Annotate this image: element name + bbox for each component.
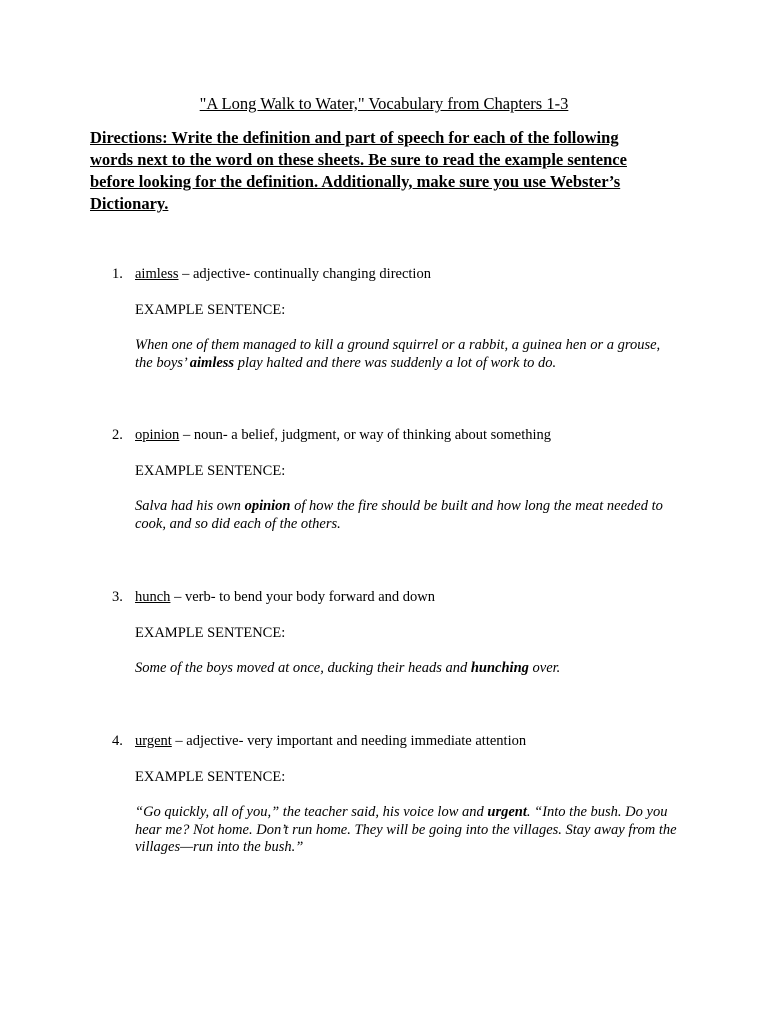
sentence-text: Salva had his own <box>135 498 245 514</box>
example-sentence-label: EXAMPLE SENTENCE: <box>135 769 286 785</box>
item-number: 2. <box>112 427 123 443</box>
example-sentence <box>135 660 680 678</box>
sentence-keyword: aimless <box>189 354 235 371</box>
vocab-word: hunch <box>135 589 171 605</box>
definition-line <box>135 265 431 283</box>
example-sentence <box>135 337 680 372</box>
definition-text: – adjective- continually changing direction <box>178 266 431 282</box>
sentence-text: “Go quickly, all of you,” the teacher said, his voice low and <box>135 804 488 820</box>
vocab-word: aimless <box>135 266 179 282</box>
page-title: "A Long Walk to Water," Vocabulary from Chapters 1-3 <box>199 94 569 113</box>
definition-line <box>135 588 435 606</box>
vocab-word: urgent <box>135 733 172 749</box>
sentence-keyword: hunching <box>470 660 529 676</box>
example-sentence-label: EXAMPLE SENTENCE: <box>135 463 286 479</box>
sentence-text: play halted and there was suddenly a lot of work to do. <box>234 354 557 371</box>
example-sentence-label: EXAMPLE SENTENCE: <box>135 302 286 318</box>
sentence-text: . “Into the bush. Do you hear me? Not home. Don’t run home. They will be going into the villages. Stay away from the villages—run into the bush.” <box>135 804 677 855</box>
example-sentence-label: EXAMPLE SENTENCE: <box>135 625 286 641</box>
sentence-text: over. <box>528 660 561 676</box>
directions-text: Directions: Write the definition and part of speech for each of the following words next to the word on these sheets. Be sure to read the example sentence before looking for the definition. Additionally, make sure you use Webster’s Dictionary. <box>90 128 627 213</box>
vocab-word: opinion <box>135 427 180 443</box>
definition-text: – noun- a belief, judgment, or way of thinking about something <box>179 427 552 443</box>
example-sentence <box>135 804 680 857</box>
sentence-text: Some of the boys moved at once, ducking their heads and <box>135 660 471 676</box>
definition-text: – verb- to bend your body forward and down <box>170 589 435 605</box>
item-number: 3. <box>112 589 123 605</box>
sentence-text: When one of them managed to kill a ground squirrel or a rabbit, a guinea hen or a grouse, the boys’ <box>135 337 661 371</box>
item-number: 1. <box>112 266 123 282</box>
definition-line <box>135 732 526 750</box>
example-sentence <box>135 498 680 533</box>
definition-text: – adjective- very important and needing immediate attention <box>171 733 527 749</box>
item-number: 4. <box>112 733 123 749</box>
sentence-keyword: urgent <box>487 804 527 820</box>
sentence-text: of how the fire should be built and how long the meat needed to cook, and so did each of the others. <box>135 498 663 532</box>
definition-line <box>135 426 551 444</box>
sentence-keyword: opinion <box>244 498 291 514</box>
